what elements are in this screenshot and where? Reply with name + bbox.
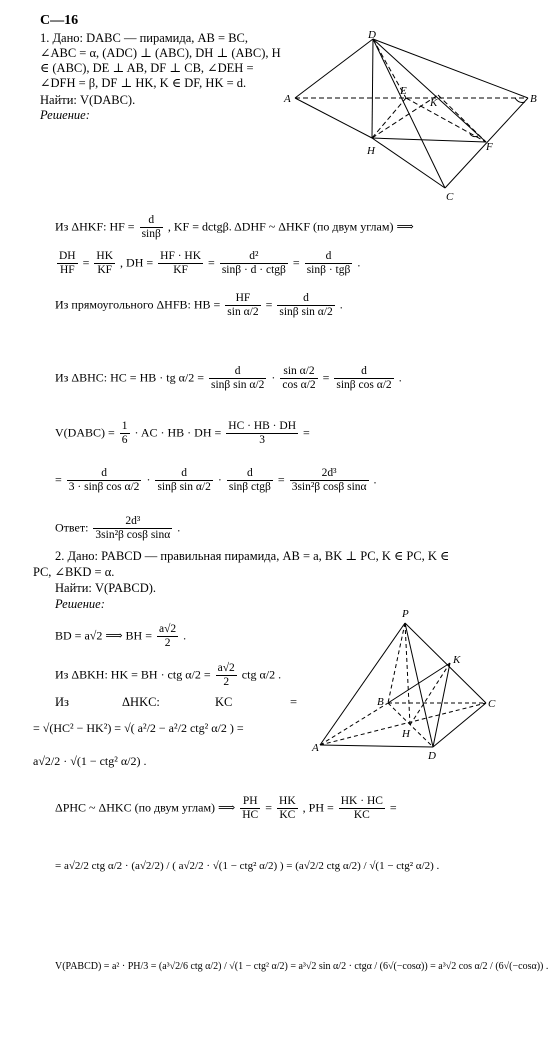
dh-eq: = [82, 255, 90, 270]
dh-d-num: d² [220, 250, 288, 264]
sim-c-den: KC [353, 809, 370, 821]
bhc-b-num: sin α/2 [280, 365, 317, 379]
answer-den: 3sin²β cosβ sinα [95, 529, 171, 541]
bhc-line: Из ΔBHC: HC = HB · tg α/2 = $\frac{d}{\text{sinβ sin α/2}}$ · $\frac{\text{sin α/2}}{\text{cos α/2}}$ = $\frac{d}{\text{sinβ cos α/2}}$ . [55, 365, 402, 391]
bkh-suffix: ctg α/2 . [241, 667, 282, 682]
volume-line-p2: V(PABCD) = a² · PH/3 = (a³√2/6 ctg α/2) / √(1 − ctg² α/2) = a³√2 sin α/2 · ctgα / (6√(−cosα)) = a³√2 cos α/2 / (6√(−cosα)) . [55, 961, 549, 972]
sim-a-den: HC [242, 809, 259, 821]
hkf-prefix: Из ΔHKF: HF = [55, 219, 135, 234]
vol2-d-den: 3sin²β cosβ sinα [291, 481, 367, 493]
bhc-a-den: sinβ sin α/2 [210, 379, 265, 391]
dh-a-den: HF [59, 264, 75, 276]
hfb-a-num: HF [225, 292, 260, 306]
vol-b-num: HC · HB · DH [228, 420, 297, 432]
label-B2: B [377, 696, 384, 708]
label-P: P [402, 608, 409, 620]
answer-num: 2d³ [93, 515, 172, 529]
p2-given-line-2: PC, ∠BKD = α. [33, 565, 115, 579]
p2-solution-label: Решение: [55, 597, 105, 611]
label-H: H [367, 145, 375, 157]
root-line-2: a√2/2 · √(1 − ctg² α/2) . [33, 754, 147, 768]
volume-line-1: V(DABC) = $\frac{1}{6}$ · AC · HB · DH = $\frac{HC \cdot HB \cdot DH}{3}$ = [55, 420, 310, 446]
hkc-d: = [290, 695, 298, 709]
answer-label: Ответ: [55, 520, 89, 535]
bhc-b-den: cos α/2 [282, 379, 316, 391]
hkc-c: KC [215, 695, 233, 709]
p2-find-line: Найти: V(PABCD). [55, 581, 157, 595]
hkf-line [55, 214, 414, 241]
bkh-line [55, 662, 281, 689]
hkf-suffix: , KF = dctgβ. ΔDHF ~ ΔHKF (по двум углам) ⟹ [167, 219, 414, 234]
hfb-b-num: d [277, 292, 334, 306]
sim-a-num: PH [240, 795, 260, 809]
dh-mid: , DH = [120, 255, 154, 270]
find-line: Найти: V(DABC). [40, 93, 136, 107]
dh-c-den: KF [173, 264, 188, 276]
sim-c-num: HK · HC [340, 795, 383, 807]
bd-line: BD = a√2 ⟹ BH = $\frac{a√2}{2}$ . [55, 623, 187, 649]
dh-line: $\frac{DH}{HF}$ = $\frac{HK}{KF}$ , DH = $\frac{HF \cdot HK}{KF}$ = $\frac{\text{d²}}{\text{sinβ · d · ctgβ}}$ = $\frac{d}{\text{sinβ · tgβ}}$ . [59, 250, 361, 276]
bhc-c-num: d [334, 365, 393, 379]
given-line-2: ∠ABC = α, (ADC) ⊥ (ABC), DH ⊥ (ABC), H [40, 46, 281, 60]
ph-line: = a√2/2 ctg α/2 · (a√2/2) / ( a√2/2 · √(1 − ctg² α/2) ) = (a√2/2 ctg α/2) / √(1 − ctg² α/2) . [55, 860, 440, 872]
vol2-b-den: sinβ sin α/2 [157, 481, 211, 493]
hkc-b: ΔHKC: [122, 695, 160, 709]
vol2-a-den: 3 · sinβ cos α/2 [68, 481, 140, 493]
hkf-f1-den: sinβ [141, 228, 161, 240]
vol-mid: · AC · HB · DH = [134, 425, 222, 440]
vol2-b-num: d [155, 467, 212, 481]
label-A2: A [312, 742, 319, 754]
hkf-f1-num: d [140, 214, 163, 228]
similarity-line: ΔPHC ~ ΔHKC (по двум углам) ⟹ $\frac{PH}{HC}$ = $\frac{HK}{KC}$ , PH = $\frac{HK \cdot HC}{KC}$ = [55, 795, 397, 821]
solution-label: Решение: [40, 108, 90, 122]
sim-mid: , PH = [302, 800, 334, 815]
answer-line: Ответ: $\frac{\text{2d³}}{\text{3sin²β cosβ sinα}}$ . [55, 515, 181, 541]
hkc-a: Из [55, 695, 69, 709]
dh-b-num: HK [96, 250, 114, 262]
bd-prefix: BD = a√2 ⟹ BH = [55, 628, 152, 643]
volume-line-2: = $\frac{d}{\text{3 · sinβ cos α/2}}$ · $\frac{d}{\text{sinβ sin α/2}}$ · $\frac{d}{\text{sinβ ctgβ}}$ = $\frac{\text{2d³}}{\text{3sin²β cosβ sinα}}$ . [55, 467, 377, 493]
dh-e-den: sinβ · tgβ [306, 264, 351, 276]
bd-num: a√2 [159, 623, 177, 635]
vol-b-den: 3 [259, 434, 266, 446]
page-title: С—16 [40, 13, 79, 28]
p2-given-line-1: 2. Дано: PABCD — правильная пирамида, AB = a, BK ⊥ PC, K ∈ PC, K ∈ [55, 549, 450, 563]
vol-prefix: V(DABC) = [55, 425, 115, 440]
bkh-num: a√2 [217, 662, 235, 674]
vol-a-num: 1 [121, 420, 128, 432]
dh-e-num: d [305, 250, 353, 264]
hfb-a-den: sin α/2 [227, 306, 259, 318]
bkh-den: 2 [223, 676, 230, 688]
pyramid-figure-2 [310, 605, 500, 762]
label-D: D [368, 29, 376, 41]
label-B: B [530, 93, 537, 105]
dh-b-den: KF [97, 264, 113, 276]
given-line-3: ∈ (ABC), DE ⊥ AB, DF ⊥ CB, ∠DEH = [40, 61, 254, 75]
sim-b-num: HK [279, 795, 296, 807]
given-line-1: 1. Дано: DABC — пирамида, AB = BC, [40, 31, 248, 45]
pyramid-figure-1 [284, 29, 540, 203]
sim-b-den: KC [279, 809, 296, 821]
sim-prefix: ΔPHC ~ ΔHKC (по двум углам) ⟹ [55, 800, 236, 815]
given-line-4: ∠DFH = β, DF ⊥ HK, K ∈ DF, HK = d. [40, 76, 247, 90]
hfb-prefix: Из прямоугольного ΔHFB: HB = [55, 297, 221, 312]
hfb-line: Из прямоугольного ΔHFB: HB = $\frac{HF}{\text{sin α/2}}$ = $\frac{d}{\text{sinβ sin α/2}}$ . [55, 292, 343, 318]
vol2-c-num: d [227, 467, 273, 481]
vol2-a-num: d [67, 467, 142, 481]
vol-a-den: 6 [121, 434, 128, 446]
label-A: A [284, 93, 291, 105]
vol2-d-num: 2d³ [290, 467, 369, 481]
bhc-prefix: Из ΔBHC: HC = HB · tg α/2 = [55, 370, 204, 385]
label-D2: D [428, 750, 436, 762]
label-C2: C [488, 698, 496, 710]
label-H2: H [402, 728, 410, 740]
bhc-a-num: d [209, 365, 266, 379]
dh-d-den: sinβ · d · ctgβ [221, 264, 286, 276]
root-line: = √(HC² − HK²) = √( a²/2 − a²/2 ctg² α/2 ) = [33, 721, 244, 735]
label-K: K [430, 97, 438, 109]
bkh-prefix: Из ΔBKH: HK = BH · ctg α/2 = [55, 667, 211, 682]
vol2-c-den: sinβ ctgβ [228, 481, 271, 493]
label-C: C [446, 191, 454, 203]
label-E: E [400, 85, 407, 97]
label-K2: K [453, 654, 461, 666]
hfb-b-den: sinβ sin α/2 [279, 306, 333, 318]
bd-den: 2 [164, 637, 171, 649]
label-F: F [486, 141, 493, 153]
dh-a-num: DH [59, 250, 76, 262]
bhc-c-den: sinβ cos α/2 [336, 379, 392, 391]
dh-c-num: HF · HK [160, 250, 202, 262]
